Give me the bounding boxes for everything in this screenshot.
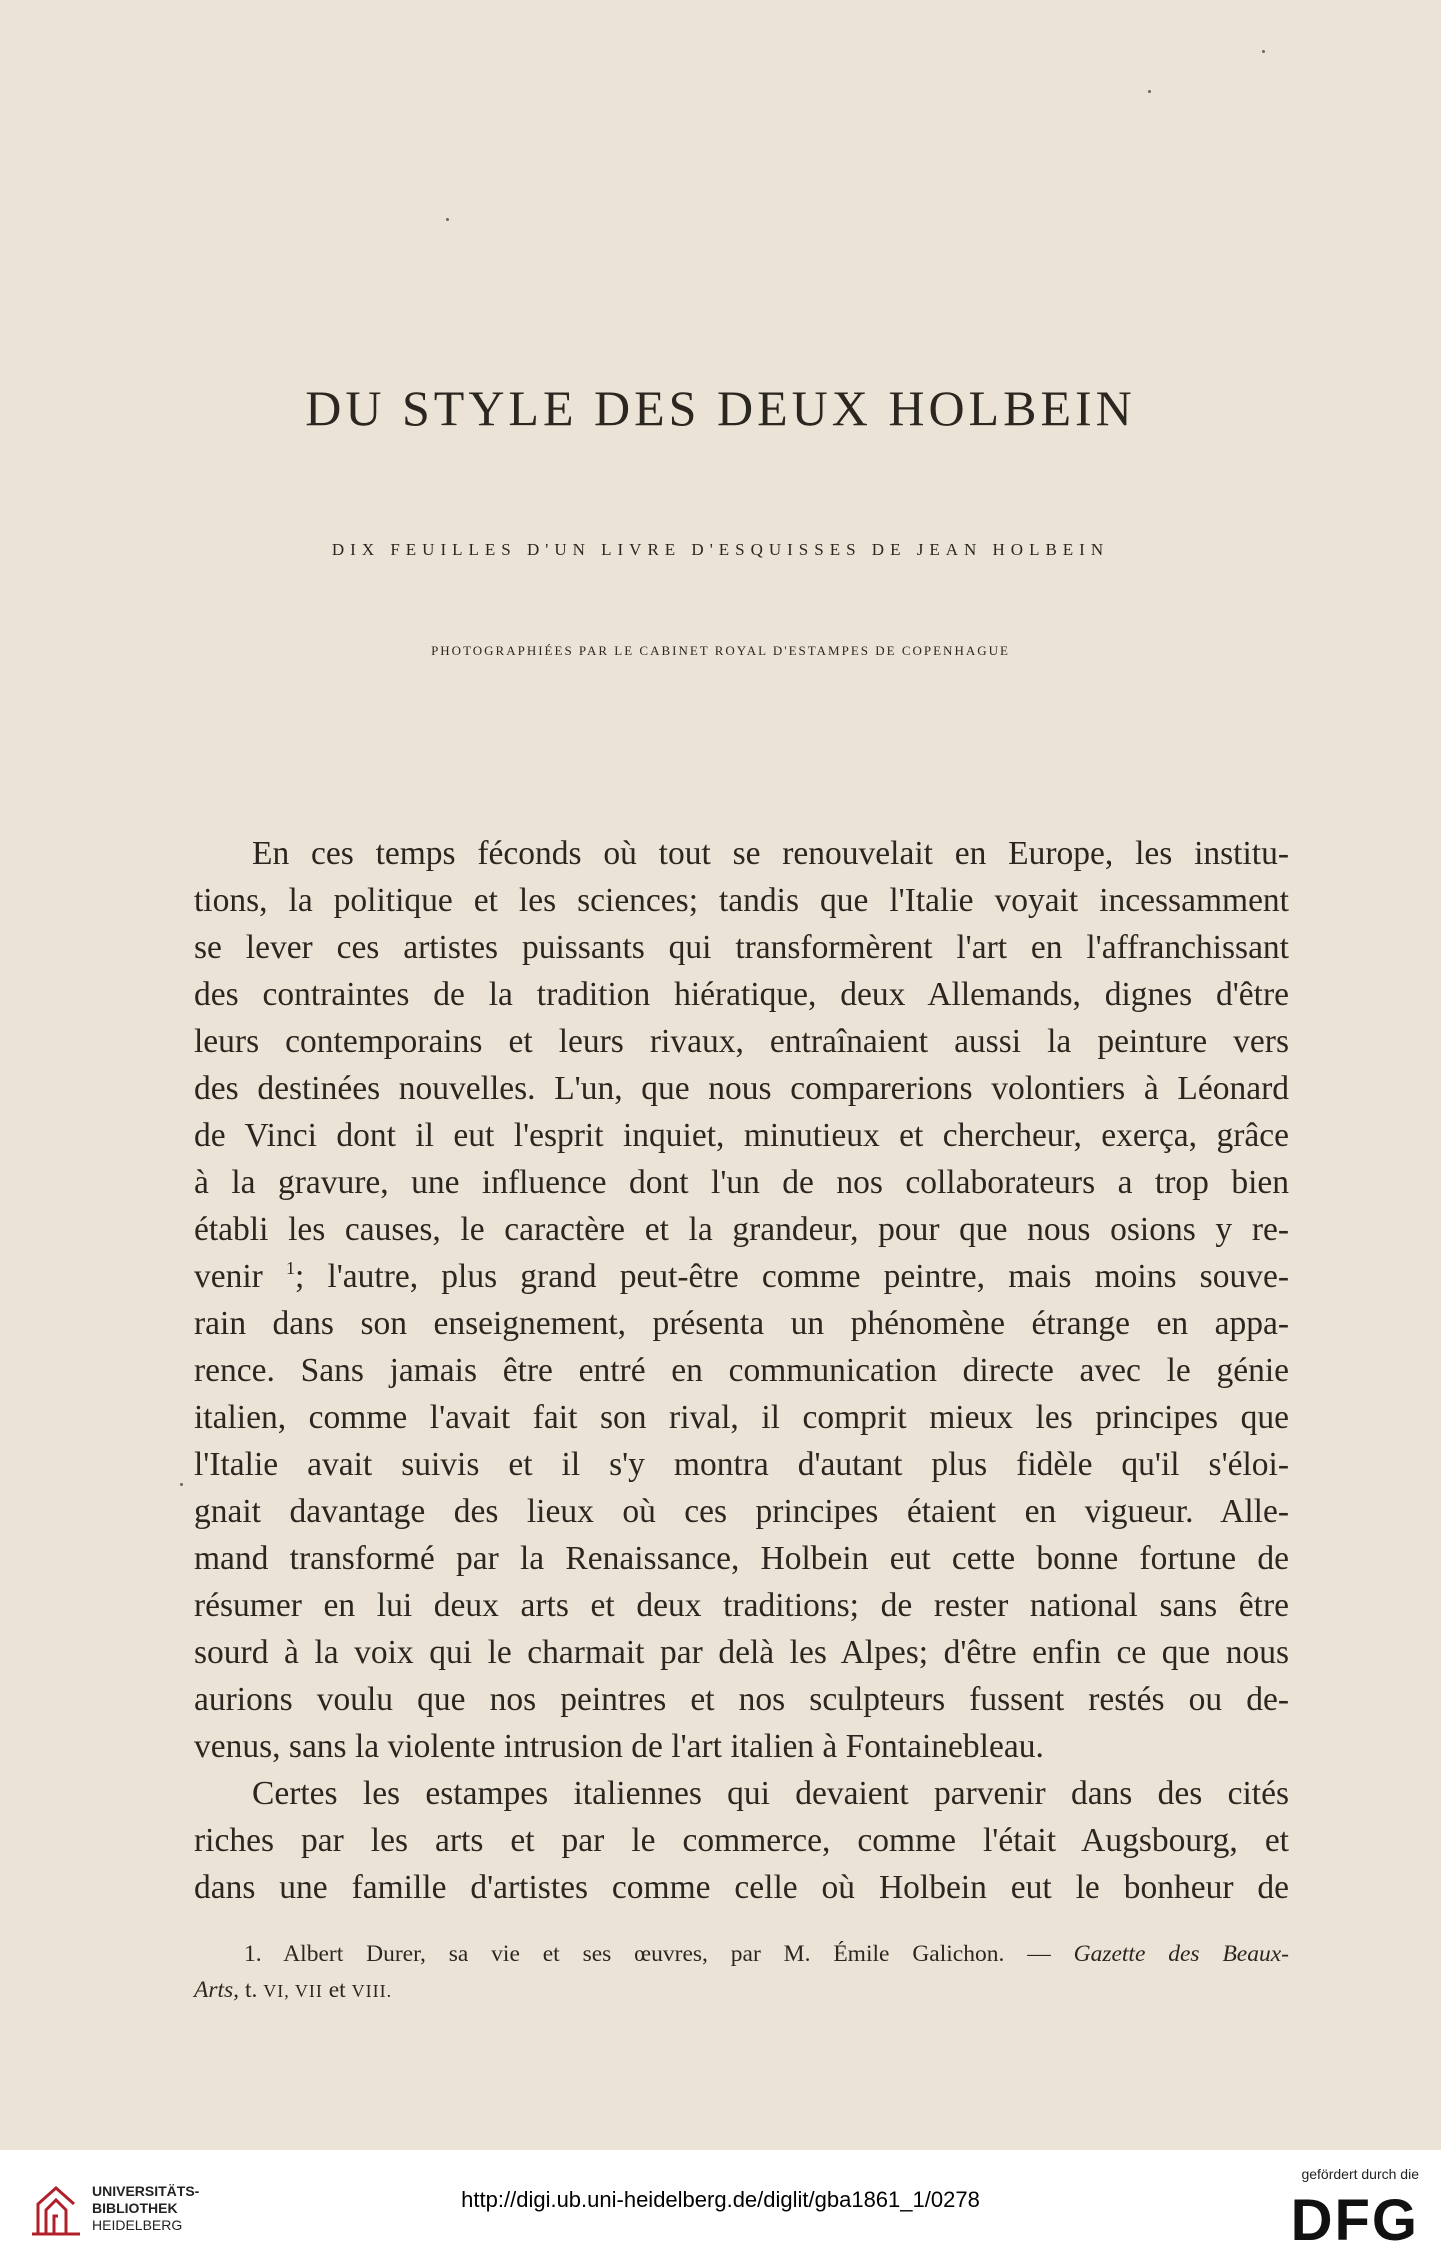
footnote-line [194, 1972, 1289, 2008]
body-line: leurs contemporains et leurs rivaux, entraînaient aussi la peinture vers [194, 1023, 1289, 1060]
body-line: aurions voulu que nos peintres et nos sculpteurs fussent restés ou de- [194, 1681, 1289, 1718]
article-title: DU STYLE DES DEUX HOLBEIN [305, 380, 1136, 436]
body-line: rence. Sans jamais être entré en communication directe avec le génie [194, 1352, 1289, 1389]
body-line: sourd à la voix qui le charmait par delà les Alpes; d'être enfin ce que nous [194, 1634, 1289, 1671]
body-line-with-footnote [194, 1253, 1289, 1300]
body-line: des destinées nouvelles. L'un, que nous comparerions volontiers à Léonard [194, 1070, 1289, 1107]
body-line: venus, sans la violente intrusion de l'art italien à Fontainebleau. [194, 1728, 1044, 1765]
body-line: tions, la politique et les sciences; tandis que l'Italie voyait incessamment [194, 882, 1289, 919]
article-subtitle: DIX FEUILLES D'UN LIVRE D'ESQUISSES DE JEAN HOLBEIN [331, 540, 1110, 559]
document-url-link[interactable]: http://digi.ub.uni-heidelberg.de/diglit/gba1861_1/0278 [461, 2187, 980, 2212]
paper-speck [1148, 90, 1151, 93]
body-line: dans une famille d'artistes comme celle où Holbein eut le bonheur de [194, 1869, 1289, 1906]
body-line-rest: ; l'autre, plus grand peut-être comme peintre, mais moins souve- [295, 1258, 1289, 1295]
body-line: l'Italie avait suivis et il s'y montra d'autant plus fidèle qu'il s'éloi- [194, 1446, 1289, 1483]
body-line: gnait davantage des lieux où ces principes étaient en vigueur. Alle- [194, 1493, 1289, 1530]
body-line: rain dans son enseignement, présenta un phénomène étrange en appa- [194, 1305, 1289, 1342]
funder-label: gefördert durch die [1301, 2166, 1419, 2182]
body-line: Certes les estampes italiennes qui devaient parvenir dans des cités [252, 1775, 1289, 1812]
body-line: En ces temps féconds où tout se renouvelait en Europe, les institu- [252, 835, 1289, 872]
body-line: riches par les arts et par le commerce, comme l'était Augsbourg, et [194, 1822, 1289, 1859]
footnote-reference: 1 [286, 1258, 295, 1278]
footnote-volumes-last: VIII. [351, 1981, 393, 2001]
library-name-line-1: UNIVERSITÄTS- [92, 2183, 200, 2199]
footnote-volumes: VI, VII [263, 1981, 323, 2001]
footnote-volume-prefix: t. [244, 1977, 258, 2003]
footnote [194, 1936, 1289, 2008]
footnote-journal-cont: Arts, [194, 1977, 240, 2003]
paper-speck [180, 1483, 183, 1486]
footnote-line [194, 1936, 1289, 1972]
footnote-journal: Gazette des Beaux- [1073, 1941, 1289, 1967]
library-name-line-3: HEIDELBERG [92, 2217, 183, 2233]
library-name-line-2: BIBLIOTHEK [92, 2200, 178, 2216]
body-line: se lever ces artistes puissants qui transformèrent l'art en l'affranchissant [194, 929, 1289, 966]
body-line: italien, comme l'avait fait son rival, il comprit mieux les principes que [194, 1399, 1289, 1436]
body-line-start: venir [194, 1258, 263, 1295]
body-line: à la gravure, une influence dont l'un de nos collaborateurs a trop bien [194, 1164, 1289, 1201]
body-line: mand transformé par la Renaissance, Holbein eut cette bonne fortune de [194, 1540, 1289, 1577]
footnote-number: 1. [244, 1941, 262, 1967]
article-body [194, 830, 1289, 1911]
footnote-volumes-join: et [328, 1977, 346, 2003]
body-line: de Vinci dont il eut l'esprit inquiet, minutieux et chercheur, exerça, grâce [194, 1117, 1289, 1154]
body-line: des contraintes de la tradition hiératique, deux Allemands, dignes d'être [194, 976, 1289, 1013]
footnote-text: Albert Durer, sa vie et ses œuvres, par M. Émile Galichon. — [283, 1941, 1051, 1967]
paper-speck [1262, 50, 1265, 53]
dfg-logo-icon[interactable]: DFG [1290, 2188, 1419, 2253]
paper-speck [446, 218, 449, 221]
body-line: établi les causes, le caractère et la grandeur, pour que nous osions y re- [194, 1211, 1289, 1248]
body-line: résumer en lui deux arts et deux traditions; de rester national sans être [194, 1587, 1289, 1624]
photo-credit: PHOTOGRAPHIÉES PAR LE CABINET ROYAL D'ESTAMPES DE COPENHAGUE [431, 643, 1010, 658]
